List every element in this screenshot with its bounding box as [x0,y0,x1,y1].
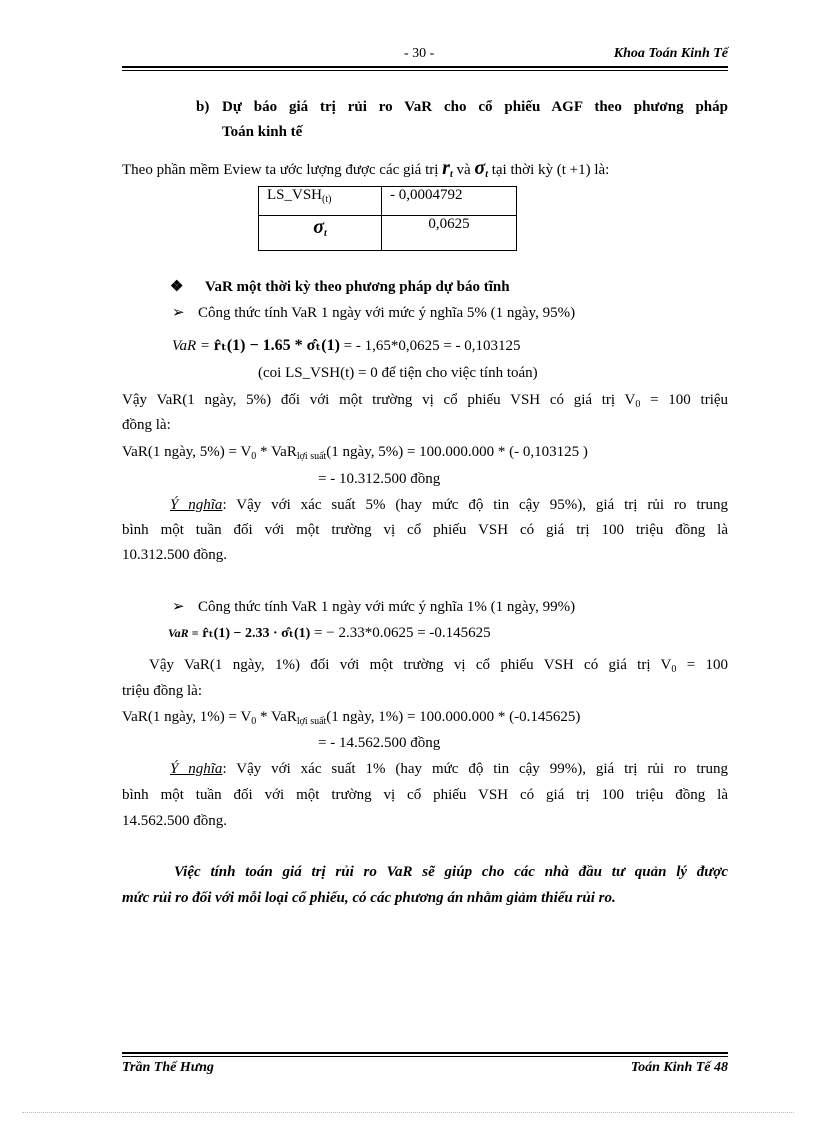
diamond-bullet-icon: ❖ [170,279,184,295]
page-footer [122,1060,728,1076]
calc-5pct: VaR(1 ngày, $5\%) = V_0 * VaR_{lợi suất}(1$ ngày, 5%) = 100.000.000 * (- 0,103125 ) [122,444,588,462]
formula-note: (coi LS_VSH(t) = 0 để tiện cho việc tính toán) [258,365,538,381]
meaning-5pct-line2: bình một tuần đối với một trường vị cổ phiếu VSH có giá trị 100 triệu đồng là [122,522,728,538]
result-1pct: = - 14.562.500 đồng [318,735,441,751]
table-row [259,187,517,216]
table-row [259,216,517,251]
meaning-1pct-line2: bình một tuần đối với một trường vị cổ phiếu VSH có giá trị 100 triệu đồng là [122,787,728,803]
page-edge [22,1112,794,1113]
page-number: - 30 - [404,46,435,61]
meaning-1pct-line1: Ý nghĩa: Vậy với xác suất 1% (hay mức độ tin cậy 99%), giá trị rủi ro trung [170,761,729,777]
meaning-5pct-line3: 10.312.500 đồng. [122,547,227,563]
header-rule-thin [122,70,728,71]
parameter-table [258,186,517,251]
footer-rule-thin [122,1056,728,1057]
conclusion-1pct-line2: triệu đồng là: [122,683,202,699]
table-cell: $LS\_VSH_{(t)}$ [259,187,382,216]
author-name: Trần Thế Hưng [122,1060,214,1075]
closing-line2: mức rủi ro đối với mỗi loại cổ phiếu, có các phương án nhằm giảm thiểu rủi ro. [122,890,616,906]
arrow-bullet-icon: ➢ [172,305,185,321]
conclusion-5pct-line2: đồng là: [122,417,171,433]
sigma-symbol: σ [474,157,486,179]
footer-rule [122,1052,728,1054]
r-symbol: r [442,157,450,179]
header-rule [122,66,728,68]
meaning-1pct-line3: 14.562.500 đồng. [122,813,227,829]
method-heading: VaR một thời kỳ theo phương pháp dự báo tĩnh [205,279,510,295]
conclusion-1pct-line1: Vậy VaR(1 ngày, 1%) đối với một trường vị cổ phiếu VSH có giá trị $V_0 = 100$ [149,657,728,675]
meaning-5pct-line1: Ý nghĩa: Vậy với xác suất 5% (hay mức độ tin cậy 95%), giá trị rủi ro trung [170,497,729,513]
section-label: b) [196,99,210,115]
calc-1pct: VaR(1 ngày, $1\%) = V_0 * VaR_{lợi suất}(1$ ngày, 1%) = 100.000.000 * (-0.145625) [122,709,581,727]
formula-title-1pct: Công thức tính VaR 1 ngày với mức ý nghĩa 1% (1 ngày, 99%) [198,599,576,615]
page-header [122,46,728,66]
class-name: Toán Kinh Tế 48 [630,1060,728,1075]
result-5pct: = - 10.312.500 đồng [318,471,441,487]
section-title-line2: Toán kinh tế [222,124,303,140]
formula-5pct: VaR = r̂ₜ(1) − 1.65 * σ̂ₜ(1) = - 1,65*0,0625 = - 0,103125 [172,337,521,354]
formula-title-5pct: Công thức tính VaR 1 ngày với mức ý nghĩa 5% (1 ngày, 95%) [198,305,576,321]
formula-1pct: VaR = r̂ₜ(1) − 2.33 · σ̂ₜ(1) = − 2.33*0.0625 = -0.145625 [168,625,491,641]
conclusion-5pct-line1: Vậy VaR(1 ngày, 5%) đối với một trường vị cổ phiếu VSH có giá trị $V_0 = 100$ triệu [122,392,729,410]
table-cell: - 0,0004792 [382,187,517,216]
section-title-line1: Dự báo giá trị rủi ro VaR cho cổ phiếu AGF theo phương pháp [222,99,728,115]
table-cell: 0,0625 [382,216,517,251]
department-name: Khoa Toán Kinh Tế [613,46,728,61]
closing-line1: Việc tính toán giá trị rủi ro VaR sẽ giúp cho các nhà đầu tư quản lý được [174,864,728,880]
table-cell: $\sigma_t$ [259,216,382,251]
intro-line: Theo phần mềm Eview ta ước lượng được các giá trị $r_t$ và $\sigma_t$ tại thời kỳ (t +1) là: [122,157,610,180]
arrow-bullet-icon: ➢ [172,599,185,615]
